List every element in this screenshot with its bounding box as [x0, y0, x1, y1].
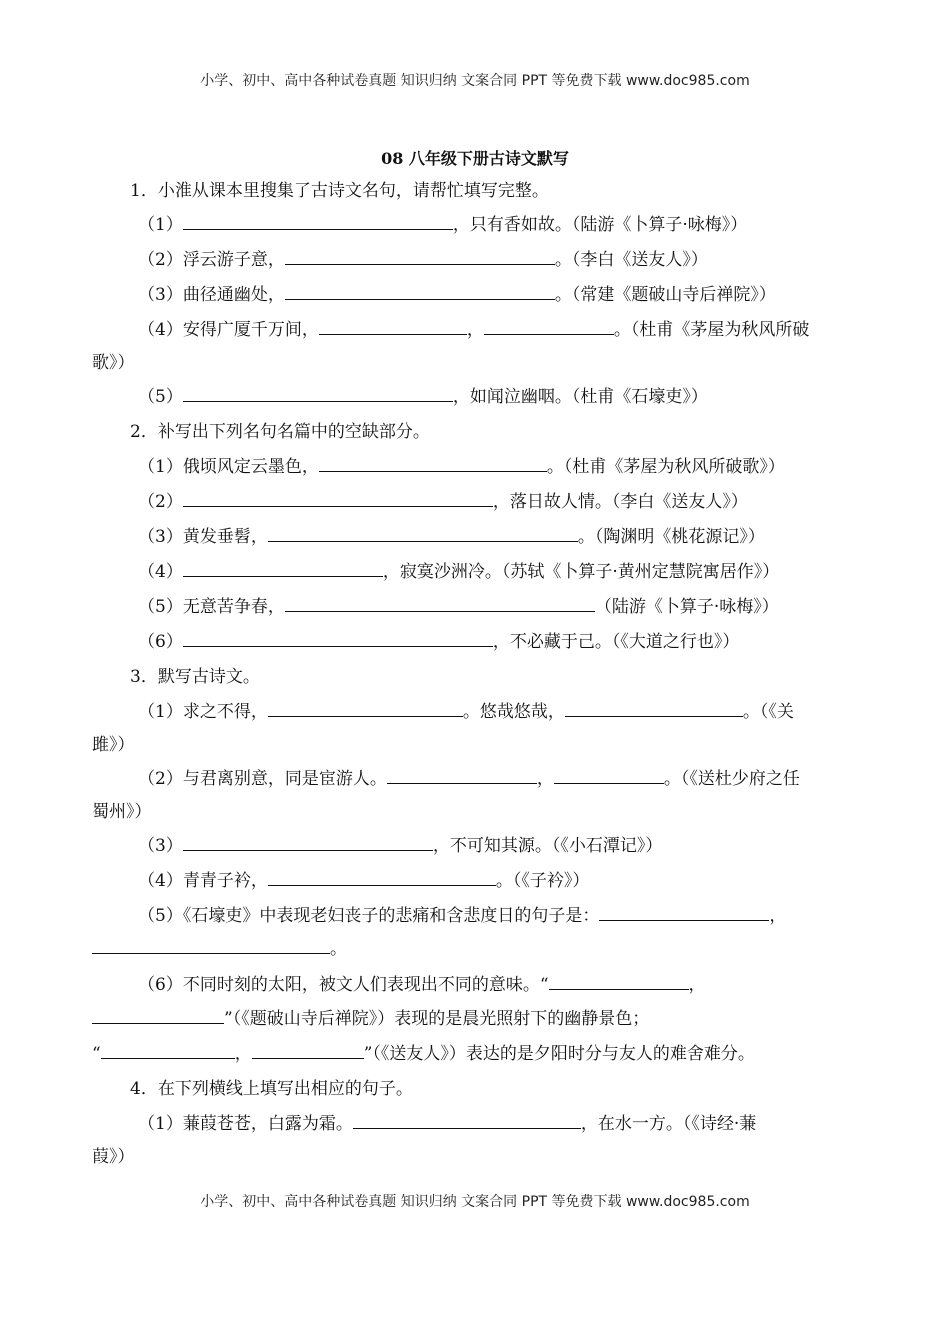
answer-blank[interactable]: [319, 456, 547, 472]
question-4-heading: 4．在下列横线上填写出相应的句子。: [130, 1079, 413, 1099]
answer-blank[interactable]: [252, 1043, 364, 1059]
q3-item-1-wrap: 雎》）: [92, 735, 135, 755]
answer-blank[interactable]: [183, 835, 433, 851]
answer-blank[interactable]: [319, 319, 467, 335]
answer-blank[interactable]: [387, 768, 537, 784]
question-3-heading: 3．默写古诗文。: [130, 667, 260, 687]
answer-blank[interactable]: [183, 386, 453, 402]
answer-blank[interactable]: [353, 1113, 581, 1129]
answer-blank[interactable]: [285, 249, 555, 265]
answer-blank[interactable]: [183, 631, 493, 647]
q2-item-2: （2） ，落日故人情。（李白《送友人》）: [138, 492, 748, 512]
q3-item-5-wrap: 。: [92, 938, 347, 960]
q3-item-2-wrap: 蜀州》）: [92, 802, 152, 822]
q3-item-5: （5）《石壕吏》中表现老妇丧子的悲痛和含悲度日的句子是： ，: [138, 906, 787, 926]
answer-blank[interactable]: [268, 870, 496, 886]
answer-blank[interactable]: [101, 1043, 235, 1059]
page-title: 08 八年级下册古诗文默写: [381, 149, 569, 168]
q3-item-6: （6）不同时刻的太阳，被文人们表现出不同的意味。“ ，: [138, 975, 706, 995]
answer-blank[interactable]: [268, 701, 463, 717]
question-2-heading: 2．补写出下列名句名篇中的空缺部分。: [130, 422, 430, 442]
q3-item-2: （2）与君离别意，同是宦游人。 ， 。（《送杜少府之任: [138, 769, 800, 789]
q2-item-5: （5）无意苦争春， （陆游《卜算子·咏梅》）: [138, 597, 779, 617]
q3-item-6-wrap-1: ”（《题破山寺后禅院》）表现的是晨光照射下的幽静景色；: [92, 1008, 649, 1030]
answer-blank[interactable]: [92, 938, 330, 954]
answer-blank[interactable]: [554, 768, 664, 784]
q1-item-4-wrap: 歌》）: [92, 353, 135, 373]
answer-blank[interactable]: [92, 1008, 224, 1024]
q1-item-5: （5） ，如闻泣幽咽。（杜甫《石壕吏》）: [138, 387, 708, 407]
q1-item-3: （3）曲径通幽处， 。（常建《题破山寺后禅院》）: [138, 285, 776, 305]
answer-blank[interactable]: [285, 284, 555, 300]
q3-item-6-wrap-2: “ ， ”（《送友人》）表达的是夕阳时分与友人的难舍难分。: [92, 1044, 755, 1064]
page-header: 小学、初中、高中各种试卷真题 知识归纳 文案合同 PPT 等免费下载 www.doc985.com: [200, 73, 750, 89]
q1-item-2: （2）浮云游子意， 。（李白《送友人》）: [138, 250, 708, 270]
page-footer: 小学、初中、高中各种试卷真题 知识归纳 文案合同 PPT 等免费下载 www.doc985.com: [200, 1194, 750, 1210]
answer-blank[interactable]: [183, 214, 453, 230]
answer-blank[interactable]: [599, 905, 769, 921]
q2-item-4: （4） ，寂寞沙洲冷。（苏轼《卜算子·黄州定慧院寓居作》）: [138, 562, 780, 582]
q2-item-3: （3）黄发垂髫， 。（陶渊明《桃花源记》）: [138, 527, 765, 547]
q1-item-4: （4）安得广厦千万间， ， 。（杜甫《茅屋为秋风所破: [138, 320, 810, 340]
q1-item-1: （1） ，只有香如故。（陆游《卜算子·咏梅》）: [138, 215, 748, 235]
answer-blank[interactable]: [565, 701, 743, 717]
q2-item-1: （1）俄顷风定云墨色， 。（杜甫《茅屋为秋风所破歌》）: [138, 457, 785, 477]
answer-blank[interactable]: [484, 319, 614, 335]
q4-item-1: （1）蒹葭苍苍，白露为霜。 ，在水一方。（《诗经·蒹: [138, 1114, 757, 1134]
question-1-heading: 1．小淮从课本里搜集了古诗文名句，请帮忙填写完整。: [130, 181, 549, 201]
answer-blank[interactable]: [268, 526, 578, 542]
answer-blank[interactable]: [183, 561, 383, 577]
q3-item-4: （4）青青子衿， 。（《子衿》）: [138, 871, 590, 891]
q2-item-6: （6） ，不必藏于己。（《大道之行也》）: [138, 632, 740, 652]
answer-blank[interactable]: [285, 596, 595, 612]
q3-item-3: （3） ，不可知其源。（《小石潭记》）: [138, 836, 663, 856]
answer-blank[interactable]: [183, 491, 493, 507]
answer-blank[interactable]: [549, 974, 689, 990]
q4-item-1-wrap: 葭》）: [92, 1147, 135, 1167]
q3-item-1: （1）求之不得， 。悠哉悠哉， 。（《关: [138, 702, 794, 722]
